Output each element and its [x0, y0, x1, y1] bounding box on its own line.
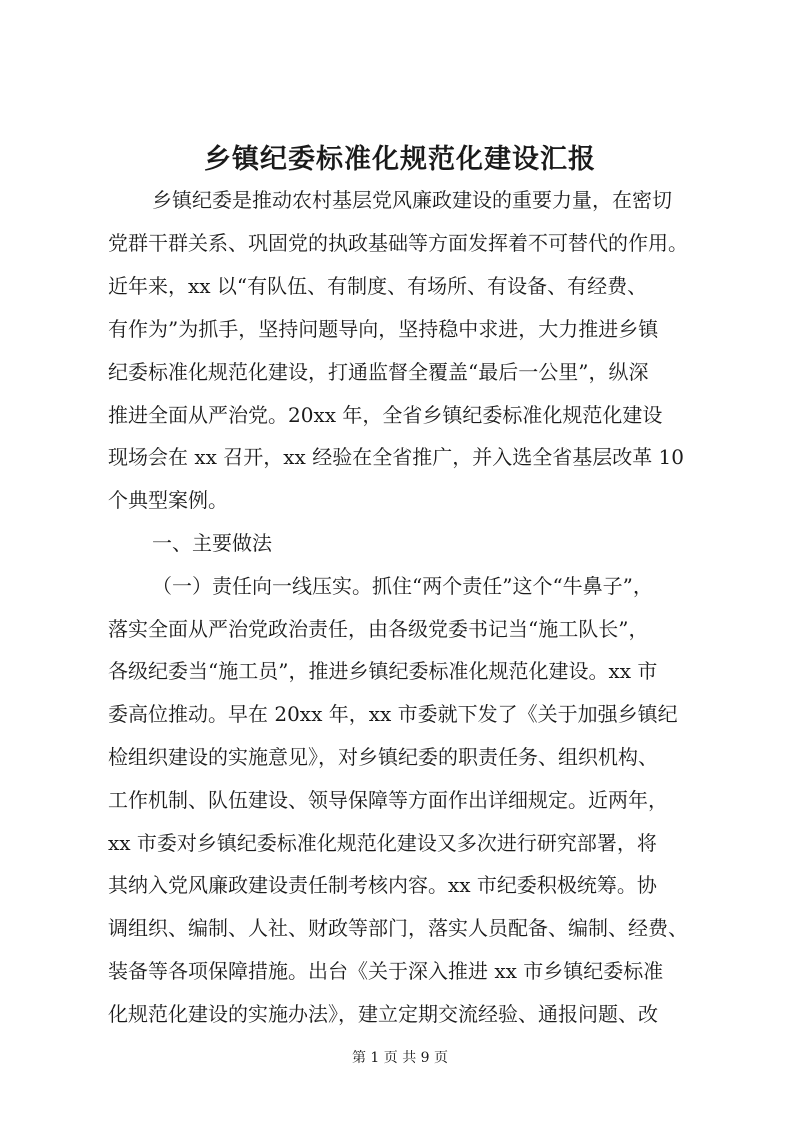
paragraph-line: 工作机制、队伍建设、领导保障等方面作出详细规定。近两年， [108, 788, 668, 812]
paragraph-line: （一）责任向一线压实。抓住“两个责任”这个“牛鼻子”， [152, 574, 653, 598]
paragraph-line: 个典型案例。 [108, 488, 228, 512]
paragraph-line: 其纳入党风廉政建设责任制考核内容。xx 市纪委积极统筹。协 [108, 873, 657, 897]
paragraph-line: 近年来，xx 以“有队伍、有制度、有场所、有设备、有经费、 [108, 274, 648, 298]
paragraph-line: 装备等各项保障措施。出台《关于深入推进 xx 市乡镇纪委标准 [108, 959, 664, 983]
paragraph-line: 推进全面从严治党。20xx 年，全省乡镇纪委标准化规范化建设 [108, 403, 663, 427]
paragraph-line: 委高位推动。早在 20xx 年，xx 市委就下发了《关于加强乡镇纪 [108, 702, 678, 726]
paragraph-line: 党群干群关系、巩固党的执政基础等方面发挥着不可替代的作用。 [108, 231, 688, 255]
document-title: 乡镇纪委标准化规范化建设汇报 [204, 144, 596, 175]
paragraph-line: 纪委标准化规范化建设，打通监督全覆盖“最后一公里”，纵深 [108, 360, 649, 384]
paragraph-line: 调组织、编制、人社、财政等部门，落实人员配备、编制、经费、 [108, 916, 688, 940]
paragraph-line: 有作为”为抓手，坚持问题导向，坚持稳中求进，大力推进乡镇 [108, 317, 659, 341]
paragraph-line: 落实全面从严治党政治责任，由各级党委书记当“施工队长”， [108, 617, 649, 641]
paragraph-line: 乡镇纪委是推动农村基层党风廉政建设的重要力量，在密切 [152, 188, 672, 212]
paragraph-line: 现场会在 xx 召开，xx 经验在全省推广，并入选全省基层改革 10 [108, 445, 684, 469]
paragraph-line: 化规范化建设的实施办法》，建立定期交流经验、通报问题、改 [108, 1002, 658, 1026]
paragraph-line: xx 市委对乡镇纪委标准化规范化建设又多次进行研究部署，将 [108, 831, 657, 855]
paragraph-line: 检组织建设的实施意见》，对乡镇纪委的职责任务、组织机构、 [108, 745, 658, 769]
section-heading: 一、主要做法 [152, 531, 272, 555]
page-number-footer: 第 1 页 共 9 页 [351, 1050, 449, 1066]
paragraph-line: 各级纪委当“施工员”，推进乡镇纪委标准化规范化建设。xx 市 [108, 659, 658, 683]
